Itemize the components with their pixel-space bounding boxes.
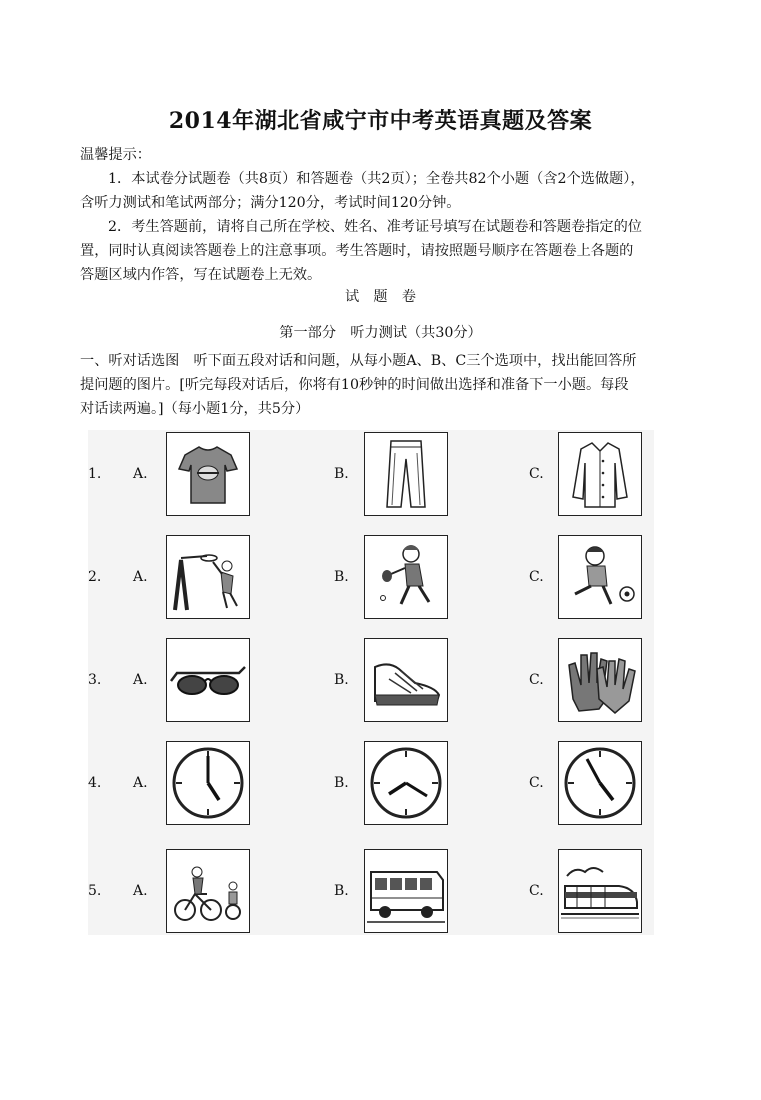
section-title: 试 题 卷 <box>345 289 416 305</box>
option-b-label: B. <box>334 466 349 482</box>
clock-5-55-icon[interactable] <box>558 741 642 825</box>
option-c-label: C. <box>529 883 544 899</box>
option-b-label: B. <box>334 569 349 585</box>
trousers-icon[interactable] <box>364 432 448 516</box>
part-title: 第一部分 听力测试（共30分） <box>279 325 482 341</box>
bicycle-icon[interactable] <box>166 849 250 933</box>
option-c-label: C. <box>529 466 544 482</box>
option-b-label: B. <box>334 775 349 791</box>
t-shirt-icon[interactable] <box>166 432 250 516</box>
page-title: 2014年湖北省咸宁市中考英语真题及答案 <box>168 108 593 134</box>
question-5 <box>88 849 648 935</box>
sneaker-icon[interactable] <box>364 638 448 722</box>
gloves-icon[interactable] <box>558 638 642 722</box>
option-a-label: A. <box>133 883 148 899</box>
option-a-label: A. <box>133 775 148 791</box>
question-number: 2. <box>88 569 102 585</box>
question-number: 3. <box>88 672 102 688</box>
shirt-icon[interactable] <box>558 432 642 516</box>
instructions-line-3: 对话读两遍。]（每小题1分，共5分） <box>80 401 310 417</box>
option-c-label: C. <box>529 775 544 791</box>
tips-line-2b: 置，同时认真阅读答题卷上的注意事项。考生答题时，请按照题号顺序在答题卷上各题的 <box>80 243 634 259</box>
instructions-line-1: 一、听对话选图 听下面五段对话和问题，从每小题A、B、C三个选项中，找出能回答所 <box>80 353 637 369</box>
basketball-icon[interactable] <box>166 535 250 619</box>
option-b-label: B. <box>334 672 349 688</box>
train-icon[interactable] <box>558 849 642 933</box>
option-a-label: A. <box>133 569 148 585</box>
question-4 <box>88 741 648 827</box>
option-c-label: C. <box>529 672 544 688</box>
tips-line-1: 1．本试卷分试题卷（共8页）和答题卷（共2页）；全卷共82个小题（含2个选做题）， <box>108 171 645 187</box>
clock-8-20-icon[interactable] <box>364 741 448 825</box>
tips-heading: 温馨提示： <box>80 147 151 163</box>
question-number: 1. <box>88 466 102 482</box>
tips-line-1b: 含听力测试和笔试两部分；满分120分，考试时间120分钟。 <box>80 195 461 211</box>
question-number: 4. <box>88 775 102 791</box>
question-2 <box>88 535 648 621</box>
question-3 <box>88 638 648 724</box>
option-b-label: B. <box>334 883 349 899</box>
clock-5-00-icon[interactable] <box>166 741 250 825</box>
soccer-icon[interactable] <box>558 535 642 619</box>
option-a-label: A. <box>133 466 148 482</box>
tips-line-2c: 答题区域内作答，写在试题卷上无效。 <box>80 267 322 283</box>
instructions-line-2: 提问题的图片。[听完每段对话后，你将有10秒钟的时间做出选择和准备下一小题。每段 <box>80 377 629 393</box>
question-1 <box>88 432 648 518</box>
ping-pong-icon[interactable] <box>364 535 448 619</box>
sunglasses-icon[interactable] <box>166 638 250 722</box>
question-number: 5. <box>88 883 102 899</box>
option-c-label: C. <box>529 569 544 585</box>
option-a-label: A. <box>133 672 148 688</box>
tips-line-2: 2．考生答题前，请将自己所在学校、姓名、准考证号填写在试题卷和答题卷指定的位 <box>108 219 642 235</box>
bus-icon[interactable] <box>364 849 448 933</box>
